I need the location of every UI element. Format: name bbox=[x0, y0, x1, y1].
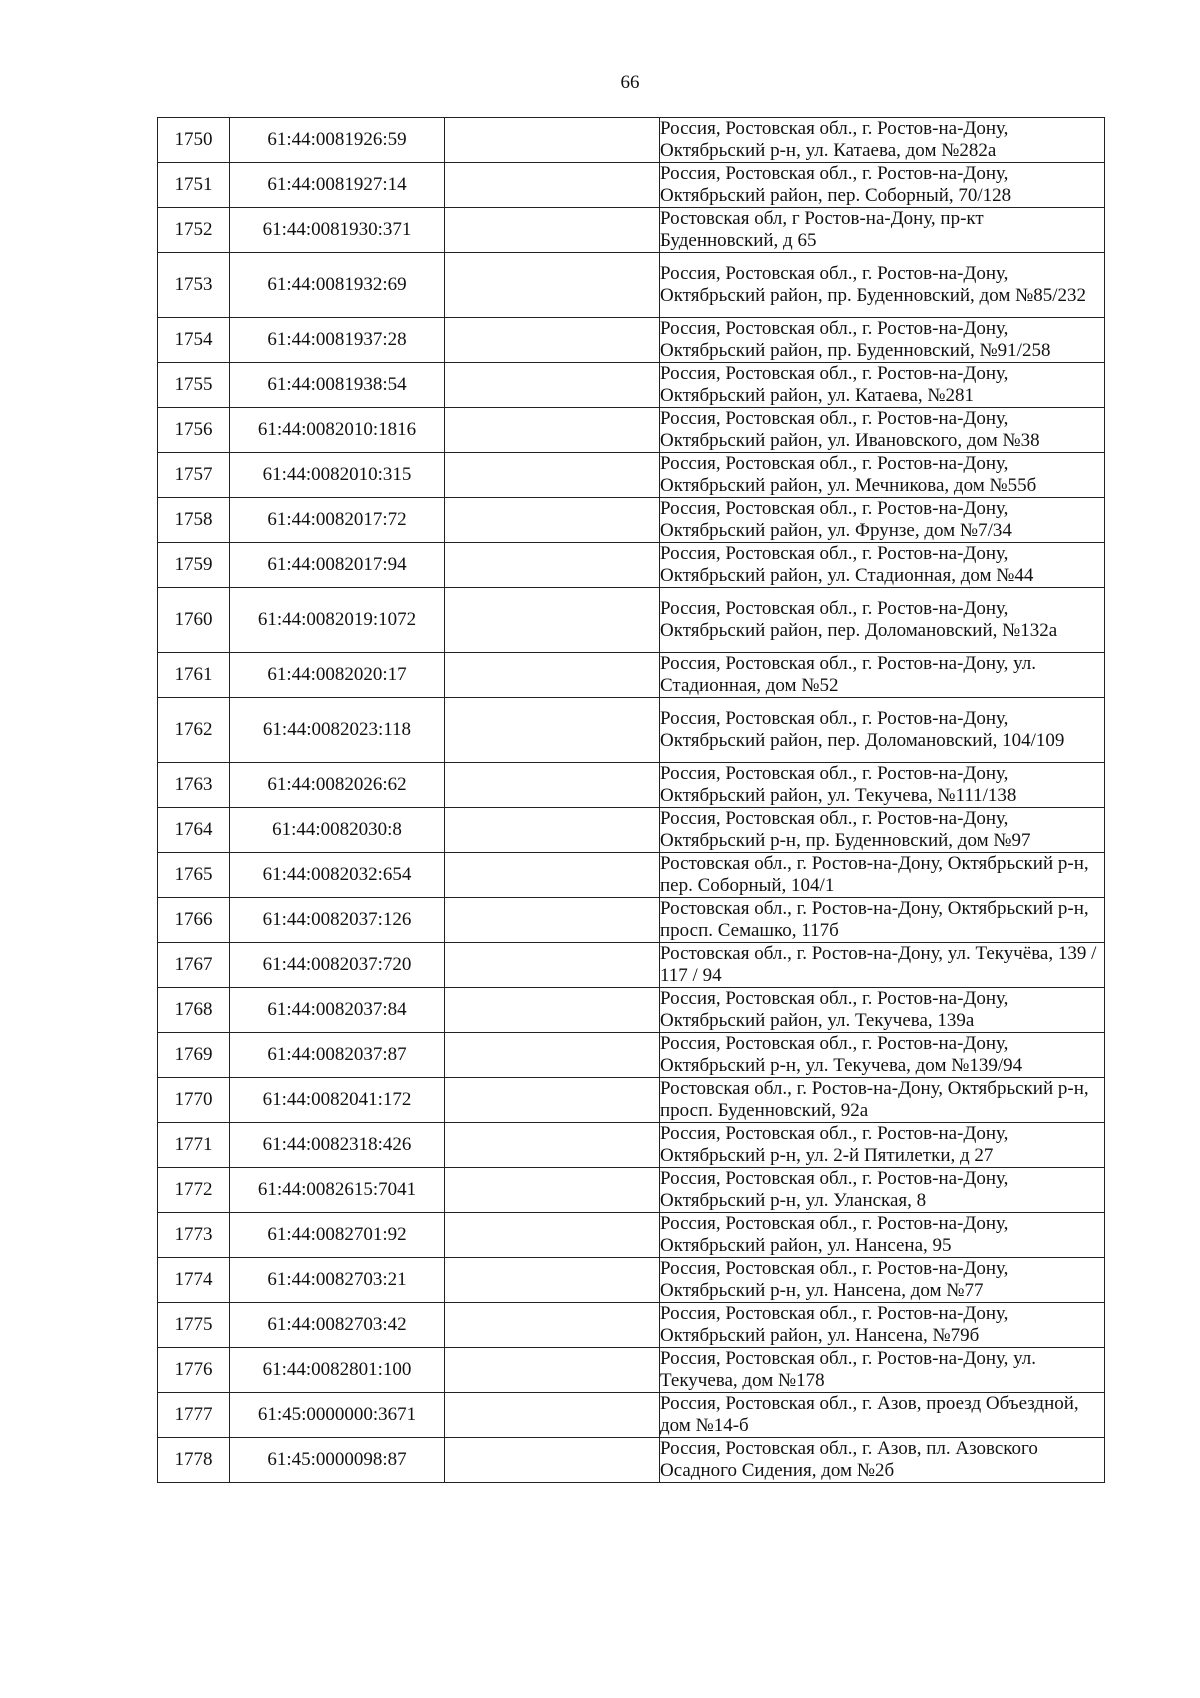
empty-cell bbox=[445, 363, 660, 408]
address-cell: Россия, Ростовская обл., г. Ростов-на-Дону, Октябрьский район, ул. Текучева, 139а bbox=[660, 988, 1105, 1033]
table-row bbox=[158, 1168, 1105, 1213]
address-cell: Россия, Ростовская обл., г. Ростов-на-Дону, Октябрьский р-н, ул. Уланская, 8 bbox=[660, 1168, 1105, 1213]
empty-cell bbox=[445, 1348, 660, 1393]
table-row bbox=[158, 1078, 1105, 1123]
address-cell: Ростовская обл, г Ростов-на-Дону, пр-кт Буденновский, д 65 bbox=[660, 208, 1105, 253]
address-cell: Россия, Ростовская обл., г. Ростов-на-Дону, Октябрьский район, ул. Ивановского, дом №38 bbox=[660, 408, 1105, 453]
cadastral-number-cell: 61:44:0081937:28 bbox=[230, 318, 445, 363]
empty-cell bbox=[445, 1078, 660, 1123]
empty-cell bbox=[445, 653, 660, 698]
table-row bbox=[158, 208, 1105, 253]
row-number-cell: 1750 bbox=[158, 118, 230, 163]
address-cell: Россия, Ростовская обл., г. Ростов-на-Дону, Октябрьский р-н, ул. Нансена, дом №77 bbox=[660, 1258, 1105, 1303]
address-cell: Ростовская обл., г. Ростов-на-Дону, Октябрьский р-н, просп. Буденновский, 92а bbox=[660, 1078, 1105, 1123]
table-row bbox=[158, 1393, 1105, 1438]
table-row bbox=[158, 763, 1105, 808]
address-cell: Ростовская обл., г. Ростов-на-Дону, Октябрьский р-н, просп. Семашко, 117б bbox=[660, 898, 1105, 943]
table-row bbox=[158, 853, 1105, 898]
table-row bbox=[158, 898, 1105, 943]
cadastral-number-cell: 61:44:0082318:426 bbox=[230, 1123, 445, 1168]
row-number-cell: 1763 bbox=[158, 763, 230, 808]
address-cell: Россия, Ростовская обл., г. Ростов-на-Дону, Октябрьский р-н, ул. Катаева, дом №282а bbox=[660, 118, 1105, 163]
address-cell: Россия, Ростовская обл., г. Ростов-на-Дону, Октябрьский р-н, ул. 2-й Пятилетки, д 27 bbox=[660, 1123, 1105, 1168]
row-number-cell: 1758 bbox=[158, 498, 230, 543]
empty-cell bbox=[445, 898, 660, 943]
cadastral-number-cell: 61:44:0082030:8 bbox=[230, 808, 445, 853]
table-row bbox=[158, 1438, 1105, 1483]
row-number-cell: 1757 bbox=[158, 453, 230, 498]
empty-cell bbox=[445, 208, 660, 253]
table-row bbox=[158, 653, 1105, 698]
row-number-cell: 1770 bbox=[158, 1078, 230, 1123]
address-cell: Россия, Ростовская обл., г. Ростов-на-Дону, Октябрьский район, пер. Доломановский, №132а bbox=[660, 588, 1105, 653]
cadastral-number-cell: 61:44:0082010:315 bbox=[230, 453, 445, 498]
cadastral-number-cell: 61:44:0082037:720 bbox=[230, 943, 445, 988]
table-row bbox=[158, 408, 1105, 453]
cadastral-number-cell: 61:44:0082037:87 bbox=[230, 1033, 445, 1078]
table-row bbox=[158, 318, 1105, 363]
table-row bbox=[158, 588, 1105, 653]
registry-table-body bbox=[158, 118, 1105, 1483]
table-row bbox=[158, 1258, 1105, 1303]
cadastral-number-cell: 61:45:0000098:87 bbox=[230, 1438, 445, 1483]
empty-cell bbox=[445, 253, 660, 318]
address-cell: Ростовская обл., г. Ростов-на-Дону, ул. Текучёва, 139 / 117 / 94 bbox=[660, 943, 1105, 988]
address-cell: Россия, Ростовская обл., г. Азов, пл. Азовского Осадного Сидения, дом №2б bbox=[660, 1438, 1105, 1483]
cadastral-number-cell: 61:44:0082037:126 bbox=[230, 898, 445, 943]
row-number-cell: 1768 bbox=[158, 988, 230, 1033]
address-cell: Россия, Ростовская обл., г. Ростов-на-Дону, Октябрьский район, пер. Соборный, 70/128 bbox=[660, 163, 1105, 208]
row-number-cell: 1765 bbox=[158, 853, 230, 898]
cadastral-number-cell: 61:44:0082017:72 bbox=[230, 498, 445, 543]
cadastral-number-cell: 61:44:0082615:7041 bbox=[230, 1168, 445, 1213]
empty-cell bbox=[445, 498, 660, 543]
cadastral-number-cell: 61:44:0082703:21 bbox=[230, 1258, 445, 1303]
cadastral-number-cell: 61:44:0081932:69 bbox=[230, 253, 445, 318]
row-number-cell: 1774 bbox=[158, 1258, 230, 1303]
empty-cell bbox=[445, 1438, 660, 1483]
empty-cell bbox=[445, 1393, 660, 1438]
cadastral-number-cell: 61:44:0082703:42 bbox=[230, 1303, 445, 1348]
empty-cell bbox=[445, 698, 660, 763]
cadastral-number-cell: 61:44:0082701:92 bbox=[230, 1213, 445, 1258]
table-row bbox=[158, 453, 1105, 498]
empty-cell bbox=[445, 763, 660, 808]
row-number-cell: 1759 bbox=[158, 543, 230, 588]
empty-cell bbox=[445, 988, 660, 1033]
row-number-cell: 1753 bbox=[158, 253, 230, 318]
row-number-cell: 1761 bbox=[158, 653, 230, 698]
empty-cell bbox=[445, 318, 660, 363]
table-row bbox=[158, 363, 1105, 408]
row-number-cell: 1773 bbox=[158, 1213, 230, 1258]
page-number: 66 bbox=[620, 72, 640, 93]
table-row bbox=[158, 1123, 1105, 1168]
empty-cell bbox=[445, 1303, 660, 1348]
table-row bbox=[158, 943, 1105, 988]
address-cell: Россия, Ростовская обл., г. Ростов-на-Дону, Октябрьский район, пер. Доломановский, 104/109 bbox=[660, 698, 1105, 763]
cadastral-number-cell: 61:44:0082026:62 bbox=[230, 763, 445, 808]
table-row bbox=[158, 163, 1105, 208]
row-number-cell: 1756 bbox=[158, 408, 230, 453]
empty-cell bbox=[445, 543, 660, 588]
row-number-cell: 1752 bbox=[158, 208, 230, 253]
cadastral-registry-table bbox=[157, 117, 1105, 1483]
row-number-cell: 1772 bbox=[158, 1168, 230, 1213]
empty-cell bbox=[445, 1033, 660, 1078]
cadastral-number-cell: 61:44:0081938:54 bbox=[230, 363, 445, 408]
cadastral-number-cell: 61:44:0082020:17 bbox=[230, 653, 445, 698]
cadastral-number-cell: 61:45:0000000:3671 bbox=[230, 1393, 445, 1438]
empty-cell bbox=[445, 808, 660, 853]
table-row bbox=[158, 698, 1105, 763]
empty-cell bbox=[445, 853, 660, 898]
row-number-cell: 1762 bbox=[158, 698, 230, 763]
address-cell: Россия, Ростовская обл., г. Ростов-на-Дону, Октябрьский р-н, пр. Буденновский, дом №97 bbox=[660, 808, 1105, 853]
empty-cell bbox=[445, 408, 660, 453]
empty-cell bbox=[445, 943, 660, 988]
row-number-cell: 1751 bbox=[158, 163, 230, 208]
cadastral-number-cell: 61:44:0082017:94 bbox=[230, 543, 445, 588]
row-number-cell: 1767 bbox=[158, 943, 230, 988]
row-number-cell: 1771 bbox=[158, 1123, 230, 1168]
row-number-cell: 1776 bbox=[158, 1348, 230, 1393]
empty-cell bbox=[445, 163, 660, 208]
address-cell: Россия, Ростовская обл., г. Ростов-на-Дону, Октябрьский район, ул. Текучева, №111/138 bbox=[660, 763, 1105, 808]
row-number-cell: 1755 bbox=[158, 363, 230, 408]
cadastral-number-cell: 61:44:0082023:118 bbox=[230, 698, 445, 763]
address-cell: Россия, Ростовская обл., г. Ростов-на-Дону, Октябрьский район, пр. Буденновский, №91/258 bbox=[660, 318, 1105, 363]
table-row bbox=[158, 253, 1105, 318]
row-number-cell: 1754 bbox=[158, 318, 230, 363]
address-cell: Россия, Ростовская обл., г. Ростов-на-Дону, ул. Текучева, дом №178 bbox=[660, 1348, 1105, 1393]
cadastral-number-cell: 61:44:0082041:172 bbox=[230, 1078, 445, 1123]
address-cell: Россия, Ростовская обл., г. Ростов-на-Дону, Октябрьский район, ул. Нансена, 95 bbox=[660, 1213, 1105, 1258]
table-row bbox=[158, 498, 1105, 543]
row-number-cell: 1778 bbox=[158, 1438, 230, 1483]
table-row bbox=[158, 1348, 1105, 1393]
address-cell: Россия, Ростовская обл., г. Ростов-на-Дону, Октябрьский район, ул. Фрунзе, дом №7/34 bbox=[660, 498, 1105, 543]
empty-cell bbox=[445, 588, 660, 653]
table-row bbox=[158, 808, 1105, 853]
address-cell: Россия, Ростовская обл., г. Ростов-на-Дону, Октябрьский район, ул. Катаева, №281 bbox=[660, 363, 1105, 408]
row-number-cell: 1775 bbox=[158, 1303, 230, 1348]
empty-cell bbox=[445, 118, 660, 163]
address-cell: Россия, Ростовская обл., г. Ростов-на-Дону, Октябрьский район, ул. Мечникова, дом №55б bbox=[660, 453, 1105, 498]
empty-cell bbox=[445, 1213, 660, 1258]
address-cell: Россия, Ростовская обл., г. Азов, проезд Объездной, дом №14-б bbox=[660, 1393, 1105, 1438]
row-number-cell: 1760 bbox=[158, 588, 230, 653]
address-cell: Россия, Ростовская обл., г. Ростов-на-Дону, Октябрьский район, пр. Буденновский, дом №85/232 bbox=[660, 253, 1105, 318]
cadastral-number-cell: 61:44:0082032:654 bbox=[230, 853, 445, 898]
address-cell: Ростовская обл., г. Ростов-на-Дону, Октябрьский р-н, пер. Соборный, 104/1 bbox=[660, 853, 1105, 898]
row-number-cell: 1769 bbox=[158, 1033, 230, 1078]
row-number-cell: 1766 bbox=[158, 898, 230, 943]
table-row bbox=[158, 1033, 1105, 1078]
cadastral-number-cell: 61:44:0082801:100 bbox=[230, 1348, 445, 1393]
table-row bbox=[158, 1303, 1105, 1348]
row-number-cell: 1764 bbox=[158, 808, 230, 853]
cadastral-number-cell: 61:44:0082037:84 bbox=[230, 988, 445, 1033]
empty-cell bbox=[445, 1258, 660, 1303]
empty-cell bbox=[445, 453, 660, 498]
table-row bbox=[158, 118, 1105, 163]
table-row bbox=[158, 543, 1105, 588]
row-number-cell: 1777 bbox=[158, 1393, 230, 1438]
cadastral-number-cell: 61:44:0081926:59 bbox=[230, 118, 445, 163]
address-cell: Россия, Ростовская обл., г. Ростов-на-Дону, Октябрьский район, ул. Нансена, №79б bbox=[660, 1303, 1105, 1348]
address-cell: Россия, Ростовская обл., г. Ростов-на-Дону, ул. Стадионная, дом №52 bbox=[660, 653, 1105, 698]
cadastral-number-cell: 61:44:0082019:1072 bbox=[230, 588, 445, 653]
address-cell: Россия, Ростовская обл., г. Ростов-на-Дону, Октябрьский район, ул. Стадионная, дом №44 bbox=[660, 543, 1105, 588]
cadastral-number-cell: 61:44:0081927:14 bbox=[230, 163, 445, 208]
cadastral-number-cell: 61:44:0081930:371 bbox=[230, 208, 445, 253]
cadastral-number-cell: 61:44:0082010:1816 bbox=[230, 408, 445, 453]
table-row bbox=[158, 988, 1105, 1033]
empty-cell bbox=[445, 1123, 660, 1168]
address-cell: Россия, Ростовская обл., г. Ростов-на-Дону, Октябрьский р-н, ул. Текучева, дом №139/94 bbox=[660, 1033, 1105, 1078]
table-row bbox=[158, 1213, 1105, 1258]
empty-cell bbox=[445, 1168, 660, 1213]
